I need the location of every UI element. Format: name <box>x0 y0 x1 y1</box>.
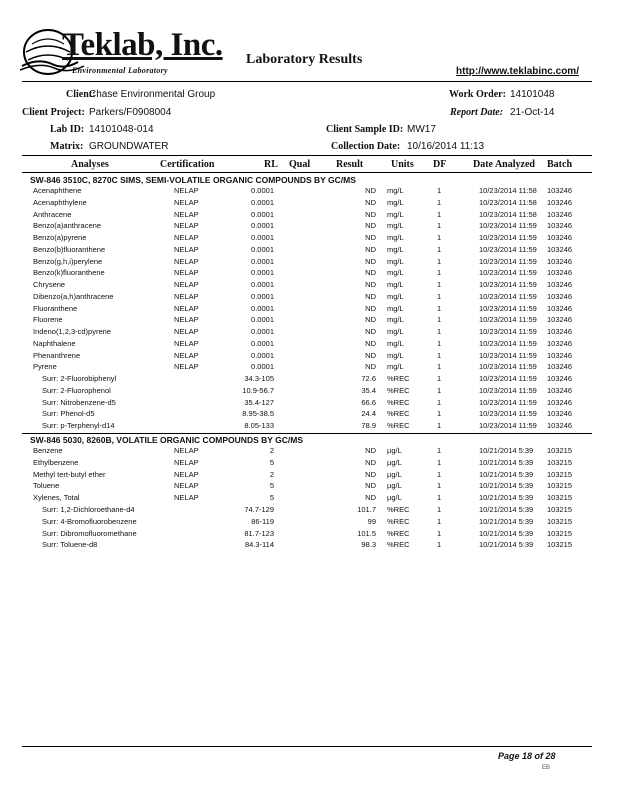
batch-cell: 103215 <box>547 469 573 479</box>
batch-cell: 103215 <box>547 540 573 550</box>
analyte-cell: Acenaphthene <box>33 186 82 195</box>
document-title: Laboratory Results <box>246 52 363 67</box>
analyte-cell: Fluorene <box>33 315 63 325</box>
date-analyzed-cell: 10/23/2014 11:59 <box>479 397 537 407</box>
batch-cell: 103246 <box>547 244 573 254</box>
result-cell: 101.5 <box>357 528 376 538</box>
date-analyzed-cell: 10/23/2014 11:59 <box>479 327 537 336</box>
rl-cell: 5 <box>269 481 274 491</box>
df-cell: 1 <box>437 505 442 514</box>
result-cell: ND <box>365 291 376 301</box>
date-analyzed-cell: 10/21/2014 5:39 <box>479 469 534 479</box>
surrogate-row <box>0 540 618 552</box>
rl-cell: 2 <box>269 446 274 455</box>
result-cell: ND <box>365 362 376 372</box>
date-analyzed-cell: 10/23/2014 11:59 <box>479 303 537 313</box>
units-cell: µg/L <box>387 469 402 479</box>
certification-cell: NELAP <box>174 362 199 372</box>
df-cell: 1 <box>437 186 442 195</box>
result-cell: ND <box>365 469 376 479</box>
rl-cell: 0.0001 <box>251 256 274 266</box>
df-cell: 1 <box>437 303 442 313</box>
units-cell: µg/L <box>387 481 402 491</box>
batch-cell: 103215 <box>547 493 573 503</box>
analyte-cell: Methyl tert-butyl ether <box>33 469 106 479</box>
units-cell: mg/L <box>387 291 404 301</box>
col-batch: Batch <box>547 159 572 170</box>
certification-cell: NELAP <box>174 233 199 242</box>
analyte-cell: Pyrene <box>33 362 57 372</box>
rl-cell: 0.0001 <box>251 244 274 254</box>
units-cell: %REC <box>387 409 410 419</box>
table-row <box>0 210 618 222</box>
date-analyzed-cell: 10/23/2014 11:59 <box>479 280 537 289</box>
units-cell: mg/L <box>387 327 404 336</box>
units-cell: mg/L <box>387 280 404 289</box>
units-cell: mg/L <box>387 197 404 207</box>
df-cell: 1 <box>437 256 442 266</box>
units-cell: mg/L <box>387 303 404 313</box>
batch-cell: 103215 <box>547 446 573 455</box>
rl-cell: 0.0001 <box>251 209 274 219</box>
page-mark: EB <box>542 765 551 771</box>
units-cell: %REC <box>387 528 410 538</box>
logo-name: Teklab, Inc. <box>62 27 223 63</box>
analyte-cell: Surr: Dibromofluoromethane <box>42 528 137 538</box>
workorder-label: Work Order: <box>449 89 506 100</box>
logo-subtitle: Environmental Laboratory <box>72 66 168 75</box>
section-divider <box>22 433 592 434</box>
surrogate-row <box>0 529 618 541</box>
date-analyzed-cell: 10/23/2014 11:58 <box>479 209 537 219</box>
date-analyzed-cell: 10/23/2014 11:59 <box>479 244 537 254</box>
units-cell: %REC <box>387 374 410 383</box>
df-cell: 1 <box>437 409 442 419</box>
table-row <box>0 280 618 292</box>
date-analyzed-cell: 10/23/2014 11:59 <box>479 268 537 278</box>
date-analyzed-cell: 10/23/2014 11:59 <box>479 421 537 430</box>
table-row <box>0 458 618 470</box>
result-cell: ND <box>365 244 376 254</box>
df-cell: 1 <box>437 374 442 383</box>
rl-cell: 0.0001 <box>251 280 274 289</box>
date-analyzed-cell: 10/23/2014 11:59 <box>479 256 537 266</box>
surrogate-row <box>0 386 618 398</box>
date-analyzed-cell: 10/23/2014 11:59 <box>479 350 537 360</box>
batch-cell: 103246 <box>547 315 573 325</box>
batch-cell: 103246 <box>547 409 573 419</box>
analyte-cell: Benzo(k)fluoranthene <box>33 268 105 278</box>
units-cell: mg/L <box>387 244 404 254</box>
analyte-cell: Chrysene <box>33 280 66 289</box>
rl-cell: 8.05-133 <box>244 421 274 430</box>
batch-cell: 103215 <box>547 457 573 467</box>
col-date-analyzed: Date Analyzed <box>473 159 535 170</box>
df-cell: 1 <box>437 493 442 503</box>
result-cell: 24.4 <box>361 409 376 419</box>
batch-cell: 103246 <box>547 233 573 242</box>
footer-rule <box>22 746 592 747</box>
date-analyzed-cell: 10/21/2014 5:39 <box>479 540 534 550</box>
rl-cell: 5 <box>269 493 274 503</box>
batch-cell: 103215 <box>547 528 573 538</box>
analyte-cell: Surr: 2-Fluorophenol <box>42 385 111 395</box>
units-cell: mg/L <box>387 268 404 278</box>
result-cell: ND <box>365 338 376 348</box>
result-cell: ND <box>365 233 376 242</box>
df-cell: 1 <box>437 385 442 395</box>
df-cell: 1 <box>437 350 442 360</box>
df-cell: 1 <box>437 362 442 372</box>
rl-cell: 0.0001 <box>251 338 274 348</box>
surrogate-row <box>0 409 618 421</box>
analyte-cell: Xylenes, Total <box>33 493 80 503</box>
certification-cell: NELAP <box>174 291 199 301</box>
result-cell: ND <box>365 315 376 325</box>
rl-cell: 0.0001 <box>251 268 274 278</box>
col-certification: Certification <box>160 159 215 170</box>
header-divider <box>22 81 592 82</box>
analyte-cell: Indeno(1,2,3-cd)pyrene <box>33 327 111 336</box>
date-analyzed-cell: 10/23/2014 11:59 <box>479 233 537 242</box>
batch-cell: 103246 <box>547 421 573 430</box>
rl-cell: 81.7-123 <box>244 528 274 538</box>
certification-cell: NELAP <box>174 469 199 479</box>
rl-cell: 0.0001 <box>251 186 274 195</box>
analyte-cell: Fluoranthene <box>33 303 78 313</box>
rl-cell: 35.4-127 <box>244 397 274 407</box>
sampleid-label: Client Sample ID: <box>326 124 404 135</box>
result-cell: 99 <box>367 516 376 526</box>
certification-cell: NELAP <box>174 186 199 195</box>
table-row <box>0 233 618 245</box>
analyte-cell: Ethylbenzene <box>33 457 79 467</box>
matrix-label: Matrix: <box>50 141 84 152</box>
rl-cell: 0.0001 <box>251 327 274 336</box>
project-value: Parkers/F0908004 <box>89 107 172 118</box>
batch-cell: 103246 <box>547 197 573 207</box>
rl-cell: 10.9-56.7 <box>242 385 274 395</box>
date-analyzed-cell: 10/23/2014 11:59 <box>479 221 537 231</box>
rl-cell: 74.7-129 <box>244 505 274 514</box>
labid-label: Lab ID: <box>50 124 85 135</box>
analyte-cell: Benzo(a)pyrene <box>33 233 87 242</box>
table-row <box>0 292 618 304</box>
table-row <box>0 304 618 316</box>
rl-cell: 0.0001 <box>251 291 274 301</box>
analyte-cell: Surr: 4-Bromofluorobenzene <box>42 516 137 526</box>
df-cell: 1 <box>437 233 442 242</box>
units-cell: µg/L <box>387 493 402 503</box>
result-cell: ND <box>365 186 376 195</box>
df-cell: 1 <box>437 481 442 491</box>
batch-cell: 103246 <box>547 186 573 195</box>
rl-cell: 8.95-38.5 <box>242 409 274 419</box>
units-cell: mg/L <box>387 256 404 266</box>
units-cell: mg/L <box>387 186 404 195</box>
surrogate-row <box>0 374 618 386</box>
table-row <box>0 221 618 233</box>
table-row <box>0 257 618 269</box>
df-cell: 1 <box>437 244 442 254</box>
website-link[interactable]: http://www.teklabinc.com/ <box>456 66 579 77</box>
collection-label: Collection Date: <box>331 141 401 152</box>
result-cell: ND <box>365 303 376 313</box>
section-title: SW-846 3510C, 8270C SIMS, SEMI-VOLATILE ORGANIC COMPOUNDS BY GC/MS <box>30 175 356 185</box>
date-analyzed-cell: 10/23/2014 11:59 <box>479 362 537 372</box>
certification-cell: NELAP <box>174 244 199 254</box>
batch-cell: 103246 <box>547 209 573 219</box>
result-cell: 35.4 <box>361 385 376 395</box>
analyte-cell: Benzo(a)anthracene <box>33 221 101 231</box>
project-label: Client Project: <box>22 107 85 118</box>
batch-cell: 103246 <box>547 303 573 313</box>
date-analyzed-cell: 10/21/2014 5:39 <box>479 481 534 491</box>
rl-cell: 0.0001 <box>251 197 274 207</box>
surrogate-row <box>0 398 618 410</box>
table-row <box>0 186 618 198</box>
sampleid-value: MW17 <box>407 124 436 135</box>
df-cell: 1 <box>437 268 442 278</box>
collection-value: 10/16/2014 11:13 <box>407 141 485 152</box>
certification-cell: NELAP <box>174 197 199 207</box>
analyte-cell: Acenaphthylene <box>33 197 87 207</box>
table-top-rule <box>22 155 592 156</box>
batch-cell: 103246 <box>547 291 573 301</box>
rl-cell: 0.0001 <box>251 362 274 372</box>
analyte-cell: Surr: 1,2-Dichloroethane-d4 <box>42 505 135 514</box>
result-cell: ND <box>365 457 376 467</box>
date-analyzed-cell: 10/23/2014 11:59 <box>479 409 537 419</box>
analyte-cell: Surr: Phenol-d5 <box>42 409 95 419</box>
date-analyzed-cell: 10/23/2014 11:59 <box>479 374 537 383</box>
units-cell: %REC <box>387 505 410 514</box>
surrogate-row <box>0 505 618 517</box>
certification-cell: NELAP <box>174 457 199 467</box>
col-analyses: Analyses <box>71 159 109 170</box>
batch-cell: 103215 <box>547 481 573 491</box>
certification-cell: NELAP <box>174 303 199 313</box>
result-cell: ND <box>365 256 376 266</box>
df-cell: 1 <box>437 327 442 336</box>
rl-cell: 0.0001 <box>251 350 274 360</box>
df-cell: 1 <box>437 528 442 538</box>
result-cell: 101.7 <box>357 505 376 514</box>
batch-cell: 103246 <box>547 397 573 407</box>
batch-cell: 103246 <box>547 350 573 360</box>
rl-cell: 84.3-114 <box>244 540 274 550</box>
analyte-cell: Benzo(g,h,i)perylene <box>33 256 103 266</box>
units-cell: mg/L <box>387 315 404 325</box>
date-analyzed-cell: 10/23/2014 11:58 <box>479 186 537 195</box>
units-cell: mg/L <box>387 338 404 348</box>
analyte-cell: Anthracene <box>33 209 72 219</box>
batch-cell: 103246 <box>547 221 573 231</box>
certification-cell: NELAP <box>174 446 199 455</box>
date-analyzed-cell: 10/21/2014 5:39 <box>479 493 534 503</box>
table-row <box>0 470 618 482</box>
table-row <box>0 327 618 339</box>
df-cell: 1 <box>437 291 442 301</box>
certification-cell: NELAP <box>174 315 199 325</box>
rl-cell: 5 <box>269 457 274 467</box>
result-cell: ND <box>365 446 376 455</box>
reportdate-value: 21-Oct-14 <box>510 107 555 118</box>
analyte-cell: Surr: Nitrobenzene-d5 <box>42 397 116 407</box>
result-cell: 78.9 <box>361 421 376 430</box>
units-cell: µg/L <box>387 457 402 467</box>
date-analyzed-cell: 10/21/2014 5:39 <box>479 457 534 467</box>
units-cell: mg/L <box>387 209 404 219</box>
batch-cell: 103246 <box>547 362 573 372</box>
table-row <box>0 446 618 458</box>
certification-cell: NELAP <box>174 268 199 278</box>
result-cell: ND <box>365 268 376 278</box>
certification-cell: NELAP <box>174 493 199 503</box>
batch-cell: 103215 <box>547 516 573 526</box>
df-cell: 1 <box>437 469 442 479</box>
certification-cell: NELAP <box>174 327 199 336</box>
batch-cell: 103246 <box>547 385 573 395</box>
date-analyzed-cell: 10/23/2014 11:59 <box>479 338 537 348</box>
matrix-value: GROUNDWATER <box>89 141 169 152</box>
date-analyzed-cell: 10/21/2014 5:39 <box>479 446 534 455</box>
table-row <box>0 268 618 280</box>
certification-cell: NELAP <box>174 221 199 231</box>
analyte-cell: Benzo(b)fluoranthene <box>33 244 106 254</box>
result-cell: ND <box>365 327 376 336</box>
table-row <box>0 362 618 374</box>
df-cell: 1 <box>437 280 442 289</box>
certification-cell: NELAP <box>174 481 199 491</box>
analyte-cell: Toluene <box>33 481 60 491</box>
df-cell: 1 <box>437 446 442 455</box>
section-title: SW-846 5030, 8260B, VOLATILE ORGANIC COMPOUNDS BY GC/MS <box>30 435 303 445</box>
certification-cell: NELAP <box>174 350 199 360</box>
table-header-rule <box>22 172 592 173</box>
units-cell: mg/L <box>387 362 404 372</box>
certification-cell: NELAP <box>174 256 199 266</box>
surrogate-row <box>0 421 618 433</box>
surrogate-row <box>0 517 618 529</box>
client-label: Client: <box>66 89 96 100</box>
col-result: Result <box>336 159 364 170</box>
col-units: Units <box>391 159 414 170</box>
units-cell: mg/L <box>387 221 404 231</box>
units-cell: mg/L <box>387 233 404 242</box>
date-analyzed-cell: 10/23/2014 11:59 <box>479 315 537 325</box>
result-cell: ND <box>365 493 376 503</box>
rl-cell: 0.0001 <box>251 315 274 325</box>
units-cell: %REC <box>387 421 410 430</box>
units-cell: %REC <box>387 397 410 407</box>
result-cell: ND <box>365 350 376 360</box>
certification-cell: NELAP <box>174 338 199 348</box>
analyte-cell: Benzene <box>33 446 63 455</box>
units-cell: µg/L <box>387 446 402 455</box>
table-row <box>0 351 618 363</box>
result-cell: 66.6 <box>361 397 376 407</box>
batch-cell: 103215 <box>547 505 573 514</box>
result-cell: ND <box>365 280 376 289</box>
units-cell: %REC <box>387 516 410 526</box>
analyte-cell: Dibenzo(a,h)anthracene <box>33 291 114 301</box>
result-cell: ND <box>365 221 376 231</box>
batch-cell: 103246 <box>547 327 573 336</box>
rl-cell: 0.0001 <box>251 221 274 231</box>
rl-cell: 0.0001 <box>251 303 274 313</box>
table-row <box>0 245 618 257</box>
rl-cell: 0.0001 <box>251 233 274 242</box>
df-cell: 1 <box>437 197 442 207</box>
result-cell: ND <box>365 481 376 491</box>
batch-cell: 103246 <box>547 280 573 289</box>
units-cell: %REC <box>387 385 410 395</box>
certification-cell: NELAP <box>174 209 199 219</box>
date-analyzed-cell: 10/23/2014 11:59 <box>479 291 537 301</box>
table-row <box>0 315 618 327</box>
units-cell: mg/L <box>387 350 404 360</box>
analyte-cell: Surr: Toluene-d8 <box>42 540 98 550</box>
batch-cell: 103246 <box>547 338 573 348</box>
df-cell: 1 <box>437 421 442 430</box>
rl-cell: 86-119 <box>251 516 274 526</box>
df-cell: 1 <box>437 338 442 348</box>
analyte-cell: Phenanthrene <box>33 350 81 360</box>
date-analyzed-cell: 10/21/2014 5:39 <box>479 516 534 526</box>
table-row <box>0 493 618 505</box>
col-rl: RL <box>264 159 278 170</box>
df-cell: 1 <box>437 397 442 407</box>
workorder-value: 14101048 <box>510 89 555 100</box>
result-cell: ND <box>365 209 376 219</box>
df-cell: 1 <box>437 516 442 526</box>
labid-value: 14101048-014 <box>89 124 154 135</box>
table-row <box>0 198 618 210</box>
batch-cell: 103246 <box>547 374 573 383</box>
table-row <box>0 481 618 493</box>
df-cell: 1 <box>437 209 442 219</box>
rl-cell: 34.3-105 <box>244 374 274 383</box>
date-analyzed-cell: 10/23/2014 11:58 <box>479 197 537 207</box>
batch-cell: 103246 <box>547 256 573 266</box>
result-cell: 98.3 <box>361 540 376 550</box>
certification-cell: NELAP <box>174 280 199 289</box>
df-cell: 1 <box>437 540 442 550</box>
page-number: Page 18 of 28 <box>498 751 556 761</box>
date-analyzed-cell: 10/23/2014 11:59 <box>479 385 537 395</box>
analyte-cell: Surr: p-Terphenyl-d14 <box>42 421 115 430</box>
date-analyzed-cell: 10/21/2014 5:39 <box>479 528 534 538</box>
analyte-cell: Naphthalene <box>33 338 76 348</box>
date-analyzed-cell: 10/21/2014 5:39 <box>479 505 534 514</box>
col-qual: Qual <box>289 159 311 170</box>
df-cell: 1 <box>437 457 442 467</box>
client-value: Chase Environmental Group <box>89 89 216 100</box>
units-cell: %REC <box>387 540 410 550</box>
df-cell: 1 <box>437 315 442 325</box>
result-cell: ND <box>365 197 376 207</box>
result-cell: 72.6 <box>361 374 376 383</box>
table-row <box>0 339 618 351</box>
col-df: DF <box>433 159 447 170</box>
analyte-cell: Surr: 2-Fluorobiphenyl <box>42 374 117 383</box>
df-cell: 1 <box>437 221 442 231</box>
reportdate-label: Report Date: <box>450 107 504 118</box>
rl-cell: 2 <box>269 469 274 479</box>
batch-cell: 103246 <box>547 268 573 278</box>
